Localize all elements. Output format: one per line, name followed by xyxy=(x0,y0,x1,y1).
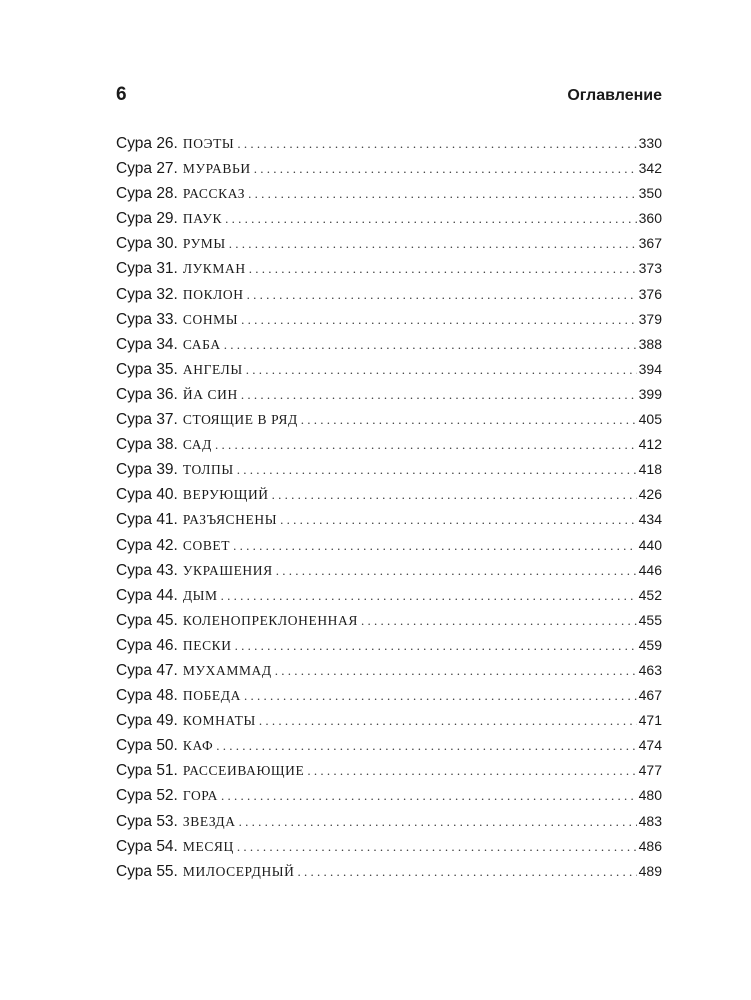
page-ref: 367 xyxy=(638,235,662,252)
dot-leader xyxy=(259,708,637,733)
page-ref: 446 xyxy=(638,561,662,578)
sura-label: Сура 32. xyxy=(116,285,178,303)
sura-label: Сура 47. xyxy=(116,661,178,679)
sura-label: Сура 50. xyxy=(116,737,178,755)
sura-label: Сура 44. xyxy=(116,586,178,604)
sura-label: Сура 45. xyxy=(116,611,178,629)
sura-title: МЕСЯЦ xyxy=(182,838,234,854)
page-ref: 399 xyxy=(638,385,662,402)
dot-leader xyxy=(224,332,637,357)
dot-leader xyxy=(298,859,637,884)
page-ref: 486 xyxy=(638,837,662,854)
sura-title: КОМНАТЫ xyxy=(182,713,256,729)
dot-leader xyxy=(280,507,637,532)
sura-label: Сура 35. xyxy=(116,360,178,378)
sura-label: Сура 42. xyxy=(116,536,178,554)
page-ref: 388 xyxy=(638,335,662,352)
sura-title: ГОРА xyxy=(182,788,219,804)
page-ref: 434 xyxy=(638,511,662,528)
toc-entry[interactable] xyxy=(116,633,662,658)
running-title: Оглавление xyxy=(567,87,662,104)
sura-label: Сура 27. xyxy=(116,160,178,178)
toc-entry[interactable] xyxy=(116,658,662,683)
page-ref: 394 xyxy=(638,360,662,377)
toc-entry[interactable] xyxy=(116,708,662,733)
page-ref: 376 xyxy=(638,285,662,302)
page-ref: 480 xyxy=(638,787,662,804)
dot-leader xyxy=(235,633,637,658)
toc-entry[interactable] xyxy=(116,181,662,206)
page-ref: 379 xyxy=(638,310,662,327)
sura-title: САД xyxy=(182,437,212,453)
table-of-contents xyxy=(116,131,662,884)
page-ref: 350 xyxy=(638,185,662,202)
dot-leader xyxy=(237,457,637,482)
sura-title: ТОЛПЫ xyxy=(182,462,234,478)
dot-leader xyxy=(272,482,637,507)
sura-label: Сура 51. xyxy=(116,762,178,780)
dot-leader xyxy=(276,558,637,583)
page-ref: 459 xyxy=(638,636,662,653)
sura-title: МУРАВЬИ xyxy=(182,161,251,177)
page-ref: 489 xyxy=(638,862,662,879)
sura-title: ПАУК xyxy=(182,211,223,227)
toc-entry[interactable] xyxy=(116,282,662,307)
sura-title: ВЕРУЮЩИЙ xyxy=(182,487,269,503)
sura-title: КАФ xyxy=(182,738,214,754)
dot-leader xyxy=(216,733,636,758)
sura-label: Сура 29. xyxy=(116,210,178,228)
sura-title: МУХАММАД xyxy=(182,662,272,678)
toc-entry[interactable] xyxy=(116,608,662,633)
sura-label: Сура 39. xyxy=(116,461,178,479)
page-ref: 474 xyxy=(638,737,662,754)
page-ref: 330 xyxy=(638,135,662,151)
toc-entry[interactable] xyxy=(116,558,662,583)
dot-leader xyxy=(249,256,637,281)
dot-leader xyxy=(239,809,637,834)
toc-entry[interactable] xyxy=(116,382,662,407)
toc-entry[interactable] xyxy=(116,809,662,834)
toc-entry[interactable] xyxy=(116,583,662,608)
sura-title: ДЫМ xyxy=(182,587,218,603)
sura-title: РАССКАЗ xyxy=(182,186,246,202)
dot-leader xyxy=(307,758,636,783)
sura-label: Сура 46. xyxy=(116,636,178,654)
dot-leader xyxy=(275,658,637,683)
sura-label: Сура 31. xyxy=(116,260,178,278)
dot-leader xyxy=(237,834,637,859)
toc-entry[interactable] xyxy=(116,332,662,357)
sura-title: МИЛОСЕРДНЫЙ xyxy=(182,863,295,879)
sura-title: СТОЯЩИЕ В РЯД xyxy=(182,412,298,428)
page-ref: 477 xyxy=(638,762,662,779)
dot-leader xyxy=(241,382,637,407)
dot-leader xyxy=(237,131,636,156)
sura-label: Сура 54. xyxy=(116,837,178,855)
sura-label: Сура 48. xyxy=(116,687,178,705)
dot-leader xyxy=(241,307,636,332)
dot-leader xyxy=(254,156,637,181)
sura-label: Сура 53. xyxy=(116,812,178,830)
sura-label: Сура 28. xyxy=(116,185,178,203)
page-ref: 342 xyxy=(638,160,662,177)
sura-title: РАССЕИВАЮЩИЕ xyxy=(182,763,305,779)
sura-title: УКРАШЕНИЯ xyxy=(182,562,273,578)
sura-title: ПОКЛОН xyxy=(182,286,244,302)
sura-title: ПОЭТЫ xyxy=(182,136,235,151)
toc-entry[interactable] xyxy=(116,834,662,859)
dot-leader xyxy=(247,282,637,307)
toc-entry[interactable] xyxy=(116,482,662,507)
dot-leader xyxy=(215,432,637,457)
toc-entry[interactable] xyxy=(116,859,662,884)
toc-entry[interactable] xyxy=(116,206,662,231)
page-ref: 412 xyxy=(638,436,662,453)
dot-leader xyxy=(246,357,637,382)
toc-entry[interactable] xyxy=(116,507,662,532)
sura-title: ЛУКМАН xyxy=(182,261,246,277)
page-ref: 471 xyxy=(638,712,662,729)
page-ref: 455 xyxy=(638,611,662,628)
sura-label: Сура 55. xyxy=(116,862,178,880)
toc-entry[interactable] xyxy=(116,407,662,432)
page-ref: 483 xyxy=(638,812,662,829)
sura-label: Сура 37. xyxy=(116,411,178,429)
sura-label: Сура 41. xyxy=(116,511,178,529)
toc-entry[interactable] xyxy=(116,357,662,382)
sura-label: Сура 38. xyxy=(116,436,178,454)
toc-entry[interactable] xyxy=(116,307,662,332)
toc-entry[interactable] xyxy=(116,457,662,482)
dot-leader xyxy=(221,783,637,808)
toc-entry[interactable] xyxy=(116,758,662,783)
sura-title: САБА xyxy=(182,336,221,352)
sura-title: АНГЕЛЫ xyxy=(182,361,243,377)
sura-label: Сура 40. xyxy=(116,486,178,504)
toc-entry[interactable] xyxy=(116,683,662,708)
sura-title: ПОБЕДА xyxy=(182,688,241,704)
dot-leader xyxy=(221,583,637,608)
sura-label: Сура 49. xyxy=(116,712,178,730)
page-ref: 467 xyxy=(638,687,662,704)
dot-leader xyxy=(301,407,637,432)
page-ref: 452 xyxy=(638,586,662,603)
sura-label: Сура 33. xyxy=(116,310,178,328)
sura-label: Сура 52. xyxy=(116,787,178,805)
dot-leader xyxy=(225,206,636,231)
page-number: 6 xyxy=(116,84,127,105)
dot-leader xyxy=(244,683,637,708)
page-ref: 418 xyxy=(638,461,662,478)
sura-label: Сура 34. xyxy=(116,335,178,353)
page-ref: 360 xyxy=(638,210,662,227)
page-ref: 373 xyxy=(638,260,662,277)
toc-entry[interactable] xyxy=(116,533,662,558)
toc-entry[interactable] xyxy=(116,432,662,457)
sura-title: КОЛЕНОПРЕКЛОНЕННАЯ xyxy=(182,612,358,628)
sura-label: Сура 43. xyxy=(116,561,178,579)
toc-entry[interactable] xyxy=(116,156,662,181)
toc-entry[interactable] xyxy=(116,231,662,256)
sura-label: Сура 36. xyxy=(116,385,178,403)
dot-leader xyxy=(233,533,637,558)
page-ref: 440 xyxy=(638,536,662,553)
page-ref: 426 xyxy=(638,486,662,503)
toc-entry[interactable] xyxy=(116,783,662,808)
sura-title: РАЗЪЯСНЕНЫ xyxy=(182,512,278,528)
sura-title: РУМЫ xyxy=(182,236,226,252)
toc-entry[interactable] xyxy=(116,256,662,281)
dot-leader xyxy=(361,608,637,633)
sura-title: ЙА СИН xyxy=(182,386,238,402)
sura-title: ПЕСКИ xyxy=(182,637,232,653)
sura-label: Сура 26. xyxy=(116,135,178,152)
sura-title: СОВЕТ xyxy=(182,537,231,553)
page-ref: 463 xyxy=(638,661,662,678)
dot-leader xyxy=(248,181,637,206)
sura-title: ЗВЕЗДА xyxy=(182,813,236,829)
sura-label: Сура 30. xyxy=(116,235,178,253)
sura-title: СОНМЫ xyxy=(182,311,239,327)
page-ref: 405 xyxy=(638,411,662,428)
dot-leader xyxy=(229,231,637,256)
toc-entry[interactable] xyxy=(116,131,662,156)
toc-entry[interactable] xyxy=(116,733,662,758)
